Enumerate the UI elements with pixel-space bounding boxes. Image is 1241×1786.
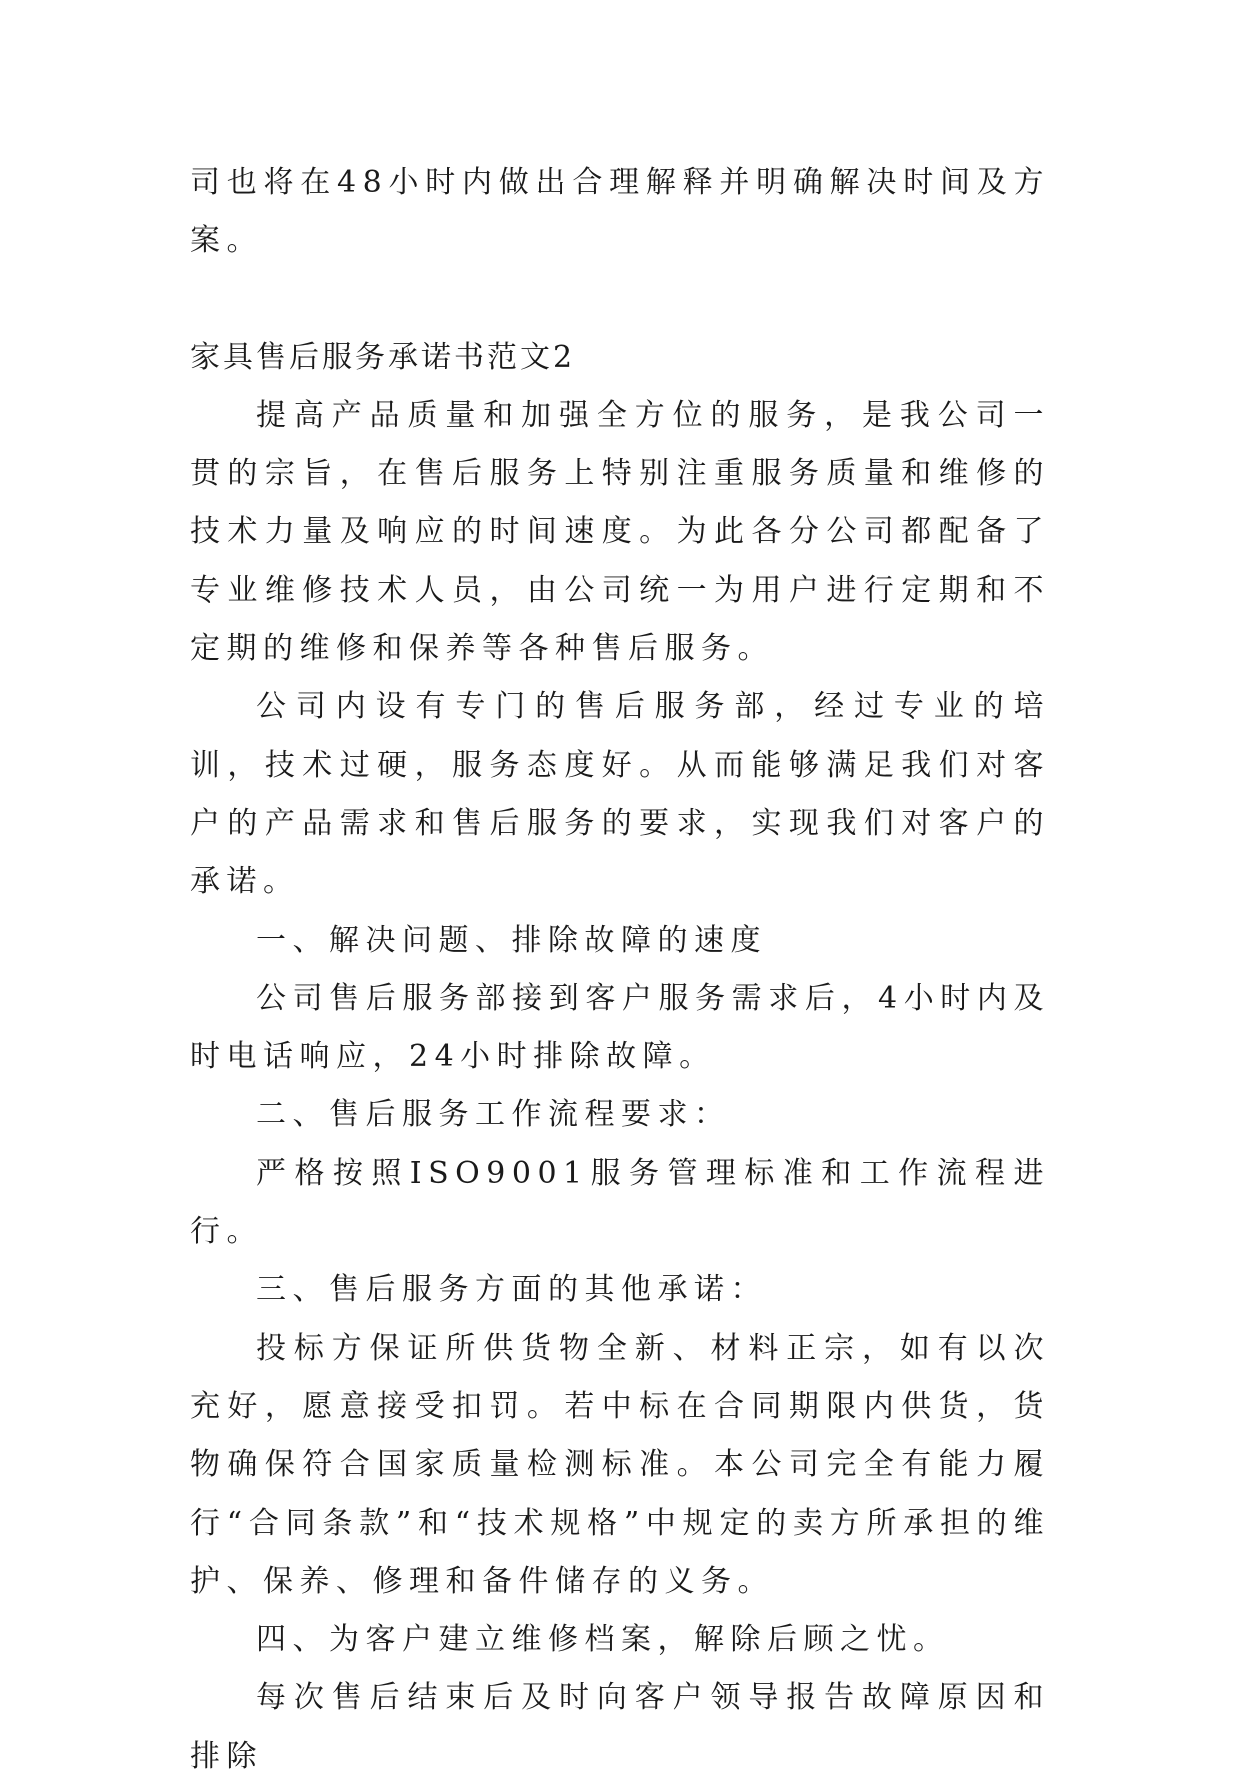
continued-paragraph: 司也将在48小时内做出合理解释并明确解决时间及方案。 [190, 165, 1050, 259]
item-3-text: 投标方保证所供货物全新、材料正宗，如有以次充好，愿意接受扣罚。若中标在合同期限内供货，货物确保符合国家质量检测标准。本公司完全有能力履行“合同条款”和“技术规格”中规定的卖方所承担的维护、保养、修理和备件储存的义务。 [190, 1330, 1050, 1599]
item-2-heading: 二、售后服务工作流程要求： [256, 1097, 731, 1133]
department-paragraph: 公司内设有专门的售后服务部，经过专业的培训，技术过硬，服务态度好。从而能够满足我们对客户的产品需求和售后服务的要求，实现我们对客户的承诺。 [190, 689, 1050, 900]
item-4-text: 每次售后结束后及时向客户领导报告故障原因和排除 [190, 1680, 1050, 1774]
item-3-heading: 三、售后服务方面的其他承诺： [256, 1272, 767, 1308]
item-1-heading: 一、解决问题、排除故障的速度 [256, 922, 767, 958]
item-4-heading: 四、为客户建立维修档案，解除后顾之忧。 [256, 1622, 950, 1658]
document-body [190, 154, 1050, 1786]
item-2-text: 严格按照ISO9001服务管理标准和工作流程进行。 [190, 1155, 1050, 1250]
item-1-text: 公司售后服务部接到客户服务需求后，4小时内及时电话响应，24小时排除故障。 [190, 980, 1050, 1075]
section-heading: 家具售后服务承诺书范文2 [190, 339, 576, 375]
intro-paragraph: 提高产品质量和加强全方位的服务，是我公司一贯的宗旨，在售后服务上特别注重服务质量和维修的技术力量及响应的时间速度。为此各分公司都配备了专业维修技术人员，由公司统一为用户进行定期和不定期的维修和保养等各种售后服务。 [190, 397, 1050, 667]
